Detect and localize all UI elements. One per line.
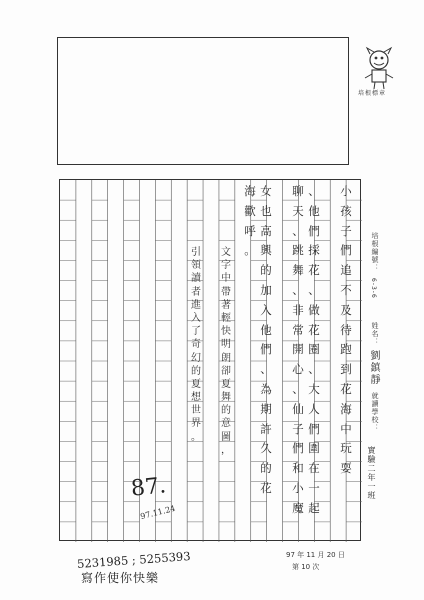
teacher-note-char: 。 <box>191 431 201 443</box>
essay-char: 高 <box>260 223 272 238</box>
essay-char: 歡 <box>244 203 256 218</box>
essay-char: 的 <box>260 461 272 476</box>
essay-column <box>307 182 321 519</box>
phone-numbers: 5231985 ; 5255393 <box>76 549 191 571</box>
essay-char: 做 <box>308 302 320 317</box>
essay-char: 加 <box>260 282 272 297</box>
stamp-label: 培根標章 <box>358 90 387 97</box>
teacher-note-char: 帶 <box>221 286 231 298</box>
essay-char: 跑 <box>340 342 352 357</box>
essay-char: 在 <box>308 461 320 476</box>
essay-char: 花 <box>340 381 352 396</box>
essay-char: 子 <box>340 223 352 238</box>
teacher-note-char: 領 <box>191 260 201 272</box>
essay-char: 也 <box>260 203 272 218</box>
essay-char: 們 <box>308 223 320 238</box>
essay-char: 子 <box>292 421 304 436</box>
teacher-note-char: ， <box>221 444 231 456</box>
essay-char: 跳 <box>292 243 304 258</box>
teacher-note-char: 想 <box>191 392 201 404</box>
essay-char: 到 <box>340 362 352 377</box>
essay-char: 們 <box>292 441 304 456</box>
cartoon-stamp-icon <box>361 44 397 94</box>
teacher-note-char: 讀 <box>191 273 201 285</box>
essay-char: 圍 <box>308 441 320 456</box>
grade-date: 97.11.24 <box>139 503 177 522</box>
teacher-note-char: 入 <box>191 312 201 324</box>
teacher-note-char: 界 <box>191 418 201 430</box>
teacher-note-char: 舞 <box>221 392 231 404</box>
essay-char: 、 <box>292 381 304 396</box>
essay-char: 興 <box>260 243 272 258</box>
teacher-note-column <box>219 246 233 457</box>
essay-char: 不 <box>340 282 352 297</box>
essay-column <box>243 182 257 261</box>
school-value: 實驗二年一班 <box>367 446 376 500</box>
essay-column <box>291 182 305 519</box>
teacher-note-char: 的 <box>191 365 201 377</box>
teacher-note-char: 字 <box>221 260 231 272</box>
teacher-note-char: 夏 <box>191 378 201 390</box>
essay-char: 入 <box>260 302 272 317</box>
submission-date: 97 年 11 月 20 日 <box>286 551 345 559</box>
teacher-note-char: 了 <box>191 326 201 338</box>
essay-char: 舞 <box>292 263 304 278</box>
grade-score: 87. <box>129 473 168 502</box>
essay-char: 、 <box>308 184 320 198</box>
essay-char: 非 <box>292 302 304 317</box>
teacher-note-char: 中 <box>221 273 231 285</box>
essay-char: 開 <box>292 342 304 357</box>
essay-char: 、 <box>292 282 304 297</box>
essay-char: 花 <box>260 480 272 495</box>
teacher-note-char: 快 <box>221 326 231 338</box>
essay-char: 、 <box>308 282 320 297</box>
school-label: 就讀學校： <box>371 392 379 432</box>
teacher-note-char: 著 <box>221 299 231 311</box>
teacher-note-char: 意 <box>221 418 231 430</box>
teacher-note-char: 圖 <box>221 431 231 443</box>
essay-char: 和 <box>292 461 304 476</box>
teacher-note-char: 引 <box>191 247 201 258</box>
essay-char: 久 <box>260 441 272 456</box>
submission-sequence: 第 10 次 <box>292 563 320 571</box>
essay-char: 人 <box>308 401 320 416</box>
essay-char: 呼 <box>244 223 256 238</box>
essay-char: 耍 <box>340 461 352 476</box>
teacher-note-char: 的 <box>221 405 231 417</box>
teacher-note-char: 者 <box>191 286 201 298</box>
essay-char: 、 <box>292 223 304 238</box>
name-value: 劉鎮靜 <box>368 350 379 386</box>
essay-char: 。 <box>244 243 256 258</box>
essay-char: 孩 <box>340 203 352 218</box>
essay-char: 海 <box>244 184 256 198</box>
essay-char: 、 <box>308 362 320 377</box>
teacher-note-char: 輕 <box>221 312 231 324</box>
essay-column <box>339 182 353 479</box>
essay-char: 花 <box>308 263 320 278</box>
essay-char: 海 <box>340 401 352 416</box>
essay-char: 待 <box>340 322 352 337</box>
teacher-note-column <box>189 246 203 444</box>
teacher-note-char: 明 <box>221 339 231 351</box>
essay-column <box>259 182 273 499</box>
essay-char: 心 <box>292 362 304 377</box>
name-label: 姓名： <box>371 322 379 346</box>
essay-char: 花 <box>308 322 320 337</box>
essay-char: 、 <box>260 362 272 377</box>
essay-char: 採 <box>308 243 320 258</box>
essay-char: 及 <box>340 302 352 317</box>
essay-char: 圈 <box>308 342 320 357</box>
essay-char: 常 <box>292 322 304 337</box>
essay-char: 女 <box>260 184 272 198</box>
teacher-note-char: 夏 <box>221 378 231 390</box>
essay-char: 中 <box>340 421 352 436</box>
essay-char: 一 <box>308 480 320 495</box>
essay-char: 聊 <box>292 184 304 198</box>
id-value: 6-3-6 <box>370 278 377 299</box>
essay-char: 魔 <box>292 500 304 515</box>
teacher-note-char: 朗 <box>221 352 231 364</box>
teacher-note-char: 進 <box>191 299 201 311</box>
essay-char: 期 <box>260 401 272 416</box>
essay-char: 們 <box>340 243 352 258</box>
teacher-note-char: 幻 <box>191 352 201 364</box>
footer-slogan: 寫作使你快樂 <box>81 571 160 585</box>
essay-char: 們 <box>308 421 320 436</box>
essay-char: 他 <box>260 322 272 337</box>
essay-char: 他 <box>308 203 320 218</box>
teacher-note-char: 卻 <box>221 365 231 377</box>
essay-char: 玩 <box>340 441 352 456</box>
essay-char: 天 <box>292 203 304 218</box>
essay-char: 們 <box>260 342 272 357</box>
essay-char: 的 <box>260 263 272 278</box>
id-label: 培根編號： <box>371 232 379 272</box>
essay-char: 許 <box>260 421 272 436</box>
teacher-note-char: 文 <box>221 247 231 258</box>
essay-char: 大 <box>308 381 320 396</box>
teacher-note-char: 奇 <box>191 339 201 351</box>
essay-char: 為 <box>260 381 272 396</box>
teacher-note-char: 世 <box>191 405 201 417</box>
essay-char: 追 <box>340 263 352 278</box>
essay-char: 仙 <box>292 401 304 416</box>
essay-char: 小 <box>340 184 352 198</box>
teacher-comment-box <box>57 37 349 165</box>
essay-char: 小 <box>292 480 304 495</box>
essay-char: 起 <box>308 500 320 515</box>
